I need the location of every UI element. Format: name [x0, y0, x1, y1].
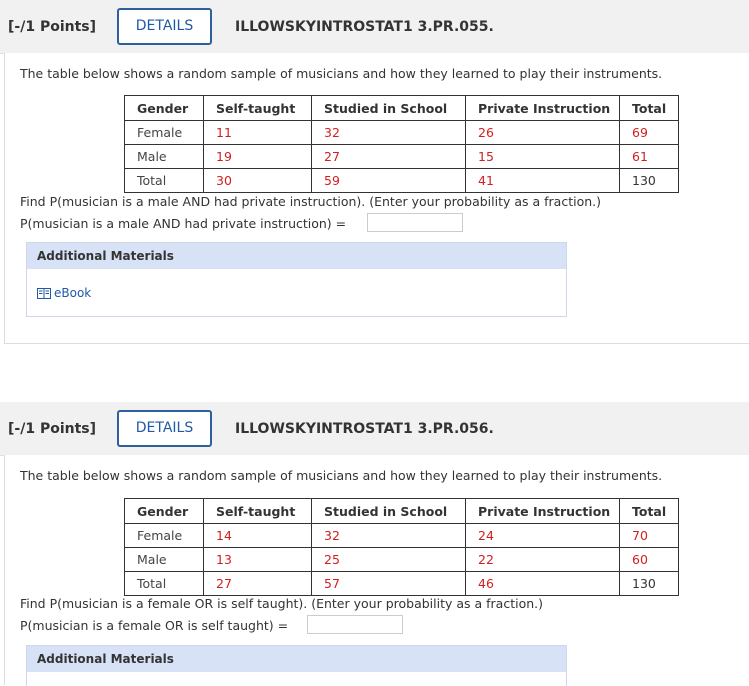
header-self-taught: Self-taught [204, 499, 312, 524]
additional-materials-panel [26, 645, 567, 686]
cell-value: 46 [466, 572, 620, 596]
cell-value: 70 [632, 528, 648, 543]
row-label: Total [125, 169, 204, 193]
cell-value: 32 [312, 524, 466, 548]
details-button[interactable]: DETAILS [117, 8, 212, 45]
cell-value: 22 [466, 548, 620, 572]
cell-value: 11 [204, 121, 312, 145]
header-self-taught: Self-taught [204, 96, 312, 121]
table-header-row [125, 96, 679, 121]
row-label: Total [125, 572, 204, 596]
ebook-label: eBook [54, 286, 92, 300]
cell-value: 19 [204, 145, 312, 169]
cell-value: 30 [204, 169, 312, 193]
cell-value: 41 [466, 169, 620, 193]
cell-value: 69 [632, 125, 648, 140]
cell-value: 130 [632, 576, 656, 591]
ebook-link[interactable] [37, 286, 91, 300]
header-studied-in-school: Studied in School [312, 96, 466, 121]
cell-value: 15 [466, 145, 620, 169]
contingency-table [124, 498, 679, 596]
answer-label: P(musician is a male AND had private instruction) = [20, 216, 347, 231]
cell-value: 59 [312, 169, 466, 193]
table-row [125, 121, 679, 145]
table-row [125, 572, 679, 596]
answer-label: P(musician is a female OR is self taught) = [20, 618, 289, 633]
book-icon [37, 288, 51, 299]
header-private-instruction: Private Instruction [466, 96, 620, 121]
table-row [125, 548, 679, 572]
problem-code: ILLOWSKYINTROSTAT1 3.PR.055. [235, 19, 494, 35]
points-label: [-/1 Points] [8, 421, 97, 437]
cell-value: 61 [632, 149, 648, 164]
cell-value: 13 [204, 548, 312, 572]
additional-materials-panel [26, 242, 567, 317]
row-label: Female [125, 121, 204, 145]
header-total: Total [620, 96, 679, 121]
details-button[interactable]: DETAILS [117, 410, 212, 447]
row-label: Male [125, 145, 204, 169]
header-gender: Gender [125, 499, 204, 524]
cell-value: 130 [632, 173, 656, 188]
contingency-table [124, 95, 679, 193]
cell-value: 27 [312, 145, 466, 169]
cell-value: 24 [466, 524, 620, 548]
problem-intro: The table below shows a random sample of musicians and how they learned to play their instruments. [20, 468, 663, 483]
cell-value: 25 [312, 548, 466, 572]
table-row [125, 169, 679, 193]
row-label: Male [125, 548, 204, 572]
additional-materials-title: Additional Materials [27, 646, 566, 672]
row-label: Female [125, 524, 204, 548]
problem-056 [0, 402, 749, 681]
header-gender: Gender [125, 96, 204, 121]
answer-input[interactable] [367, 213, 463, 232]
points-label: [-/1 Points] [8, 19, 97, 35]
header-total: Total [620, 499, 679, 524]
table-row [125, 524, 679, 548]
problem-header [0, 0, 749, 54]
header-studied-in-school: Studied in School [312, 499, 466, 524]
header-private-instruction: Private Instruction [466, 499, 620, 524]
cell-value: 60 [632, 552, 648, 567]
problem-header [0, 402, 749, 456]
question-text: Find P(musician is a male AND had private instruction). (Enter your probability as a fraction.) [20, 194, 602, 209]
problem-intro: The table below shows a random sample of musicians and how they learned to play their instruments. [20, 66, 663, 81]
additional-materials-title: Additional Materials [27, 243, 566, 269]
problem-code: ILLOWSKYINTROSTAT1 3.PR.056. [235, 421, 494, 437]
cell-value: 32 [312, 121, 466, 145]
table-row [125, 145, 679, 169]
cell-value: 57 [312, 572, 466, 596]
cell-value: 26 [466, 121, 620, 145]
table-header-row [125, 499, 679, 524]
cell-value: 27 [204, 572, 312, 596]
answer-input[interactable] [307, 615, 403, 634]
cell-value: 14 [204, 524, 312, 548]
question-text: Find P(musician is a female OR is self taught). (Enter your probability as a fraction.) [20, 596, 544, 611]
